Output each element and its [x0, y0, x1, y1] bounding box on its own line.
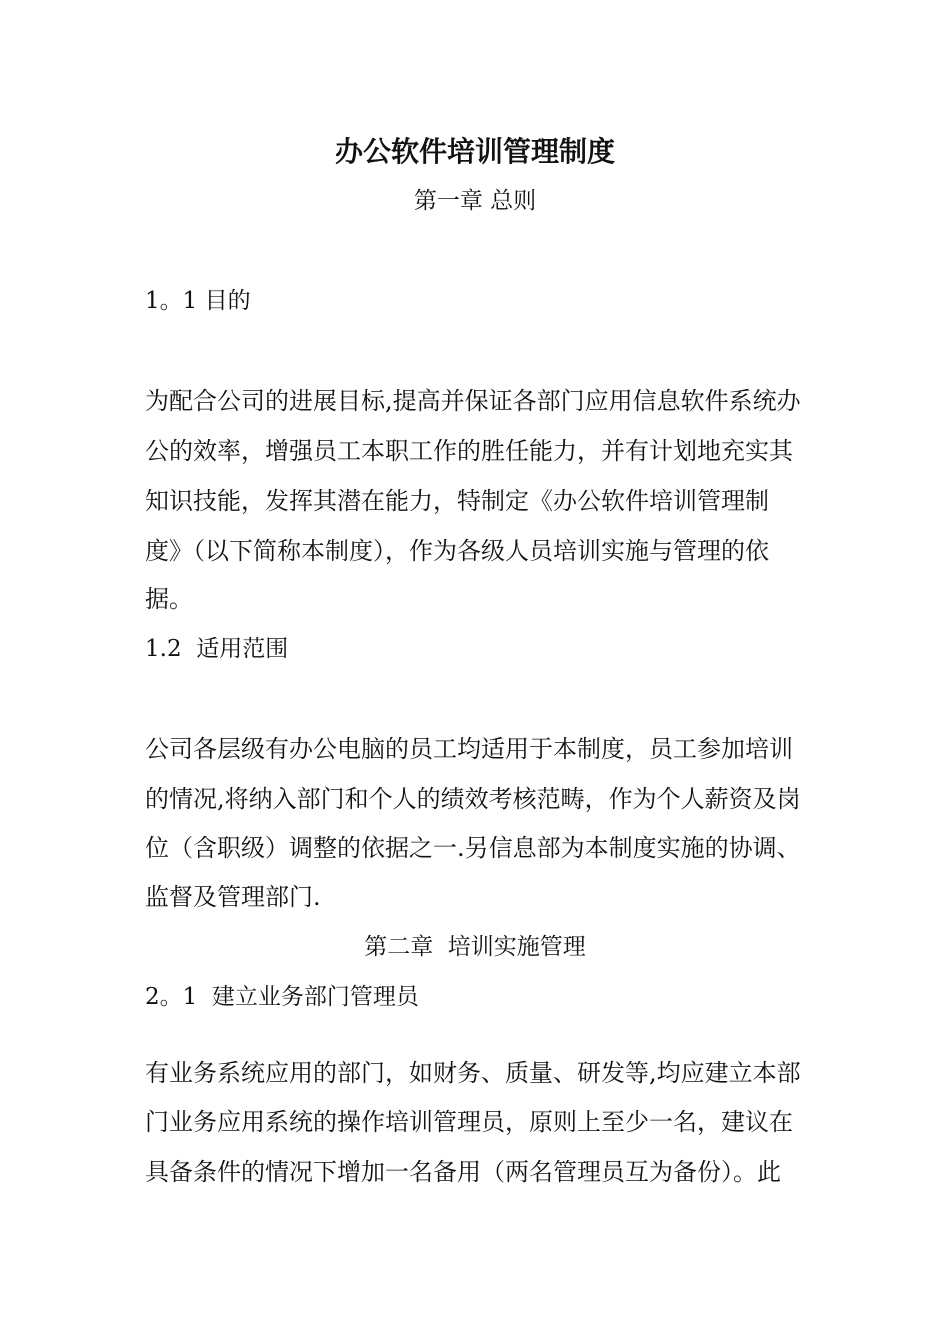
paragraph-line: 度》（以下简称本制度），作为各级人员培训实施与管理的依 [145, 537, 769, 565]
section-1-2-heading: 1.2 适用范围 [145, 636, 289, 662]
paragraph-line: 门业务应用系统的操作培训管理员，原则上至少一名，建议在 [145, 1108, 793, 1136]
document-title: 办公软件培训管理制度 [334, 135, 615, 168]
paragraph-line: 具备条件的情况下增加一名备用（两名管理员互为备份）。此 [145, 1158, 781, 1186]
paragraph-line: 位（含职级）调整的依据之一.另信息部为本制度实施的协调、 [145, 834, 801, 862]
chapter-1-heading: 第一章 总则 [413, 188, 537, 214]
chapter-2-heading: 第二章 培训实施管理 [364, 934, 586, 960]
paragraph-line: 有业务系统应用的部门，如财务、质量、研发等,均应建立本部 [145, 1059, 801, 1087]
paragraph-line: 的情况,将纳入部门和个人的绩效考核范畴，作为个人薪资及岗 [145, 785, 801, 813]
paragraph-line: 知识技能，发挥其潜在能力，特制定《办公软件培训管理制 [145, 487, 769, 515]
paragraph-line: 监督及管理部门. [145, 883, 321, 911]
paragraph-line: 公的效率，增强员工本职工作的胜任能力，并有计划地充实其 [145, 437, 793, 465]
paragraph-line: 据。 [145, 585, 193, 613]
paragraph-line: 公司各层级有办公电脑的员工均适用于本制度，员工参加培训 [145, 735, 793, 763]
section-1-1-heading: 1。1 目的 [145, 288, 251, 314]
paragraph-line: 为配合公司的进展目标,提高并保证各部门应用信息软件系统办 [145, 387, 801, 415]
section-2-1-heading: 2。1 建立业务部门管理员 [145, 984, 419, 1010]
